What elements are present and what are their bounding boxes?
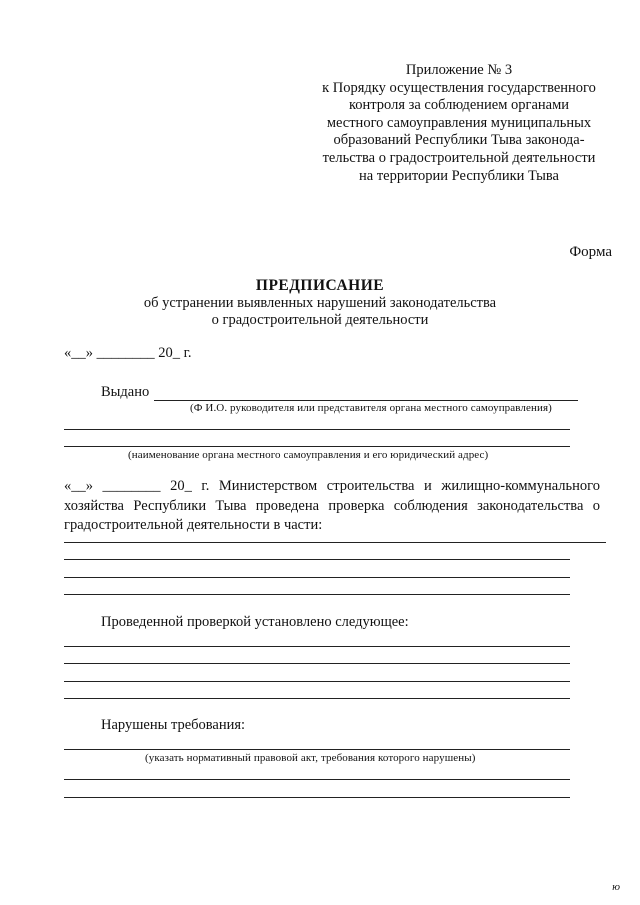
inspection-text: «__» ________ 20_ г. Министерством строительства и жилищно-коммунального хозяйства Республики Тыва проведена проверка соблюдения законодательства о градостроительной деятельности в части: <box>64 478 600 533</box>
title-main: ПРЕДПИСАНИЕ <box>255 277 385 294</box>
inspection-fill-line-3[interactable] <box>64 577 570 578</box>
date-line: «__» ________ 20_ г. <box>64 345 192 361</box>
findings-fill-line-2[interactable] <box>64 663 570 664</box>
annex-line-5: образований Республики Тыва законода- <box>333 132 585 149</box>
issued-caption-org: (наименование органа местного самоуправления и его юридический адрес) <box>128 449 489 461</box>
findings-fill-line-4[interactable] <box>64 698 570 699</box>
title-subtitle-2: о градостроительной деятельности <box>211 312 429 328</box>
annex-line-7: на территории Республики Тыва <box>359 167 559 184</box>
violations-fill-line-3[interactable] <box>64 797 570 798</box>
annex-line-3: контроля за соблюдением органами <box>348 97 570 114</box>
violations-caption: (указать нормативный правовой акт, требования которого нарушены) <box>145 752 476 764</box>
inspection-fill-line-1[interactable] <box>64 542 606 543</box>
form-label: Форма <box>569 244 612 260</box>
findings-label: Проведенной проверкой установлено следующее: <box>101 614 409 630</box>
annex-line-1: Приложение № 3 <box>405 62 513 78</box>
findings-fill-line-1[interactable] <box>64 646 570 647</box>
corner-mark: ю <box>612 881 620 893</box>
annex-line-4: местного самоуправления муниципальных <box>326 114 592 131</box>
inspection-fill-line-2[interactable] <box>64 559 570 560</box>
issued-label: Выдано <box>101 384 150 400</box>
issued-caption-name: (Ф И.О. руководителя или представителя органа местного самоуправления) <box>190 402 552 414</box>
inspection-fill-line-4[interactable] <box>64 594 570 595</box>
issued-org-fill-line-1[interactable] <box>64 429 570 430</box>
title-subtitle-1: об устранении выявленных нарушений законодательства <box>143 295 497 311</box>
annex-line-6: тельства о градостроительной деятельности <box>322 149 596 166</box>
violations-label: Нарушены требования: <box>101 717 246 733</box>
annex-line-2: к Порядку осуществления государственного <box>322 79 596 96</box>
inspection-paragraph <box>64 477 600 536</box>
issued-name-fill-line[interactable] <box>154 400 578 401</box>
findings-fill-line-3[interactable] <box>64 681 570 682</box>
document-title <box>0 276 640 329</box>
violations-fill-line-1[interactable] <box>64 749 570 750</box>
annex-header <box>300 62 618 185</box>
violations-fill-line-2[interactable] <box>64 779 570 780</box>
issued-org-fill-line-2[interactable] <box>64 446 570 447</box>
